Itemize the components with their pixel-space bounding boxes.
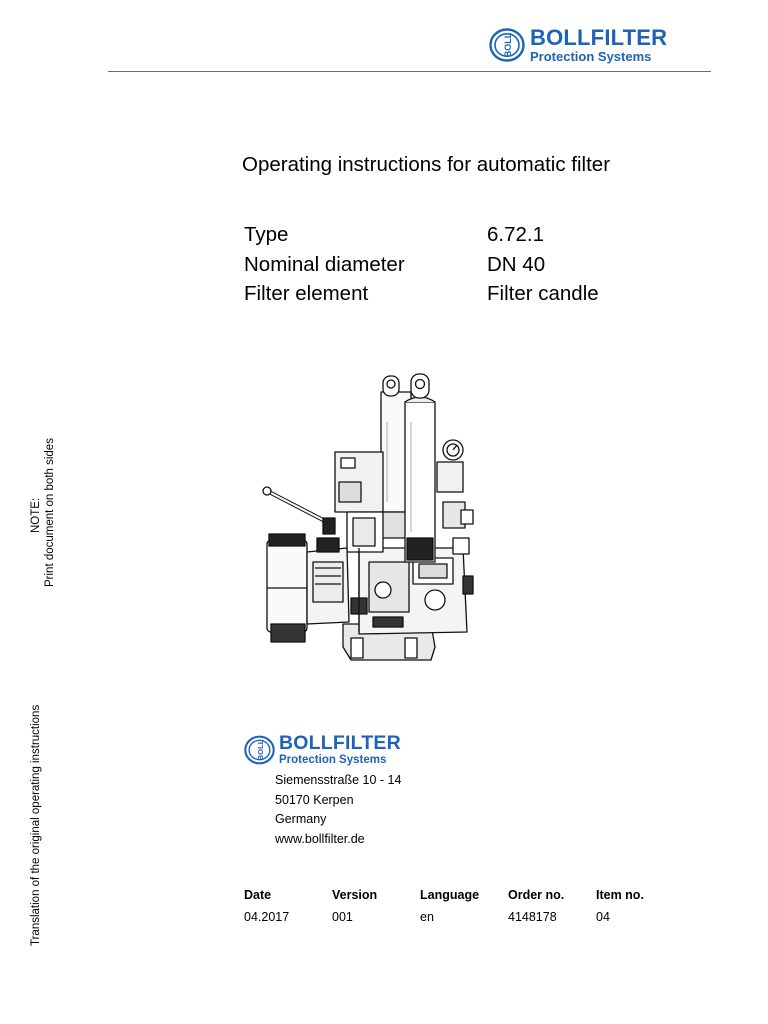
spec-value-filter-element: Filter candle: [487, 282, 599, 305]
info-value-order-no: 4148178: [508, 910, 557, 924]
boll-emblem-icon: [489, 28, 525, 62]
info-value-version: 001: [332, 910, 353, 924]
note-heading: NOTE:: [30, 497, 42, 533]
header-divider: [108, 71, 711, 72]
brand-tagline: Protection Systems: [530, 49, 652, 64]
note-text: Print document on both sides: [44, 438, 56, 587]
brand-tagline: Protection Systems: [279, 753, 387, 766]
info-value-date: 04.2017: [244, 910, 290, 924]
info-header-order-no: Order no.: [508, 888, 565, 902]
spec-value-type: 6.72.1: [487, 223, 544, 246]
address-country: Germany: [275, 812, 327, 826]
translation-note: Translation of the original operating instructions: [30, 704, 42, 946]
info-value-language: en: [420, 910, 434, 924]
spec-label-filter-element: Filter element: [244, 282, 369, 305]
footer-logo: [244, 734, 401, 766]
brand-name: BOLLFILTER: [530, 25, 668, 50]
svg-text:BOLL: BOLL: [503, 32, 513, 58]
info-header-version: Version: [332, 888, 378, 902]
automatic-filter-illustration: [255, 362, 480, 672]
svg-text:BOLL: BOLL: [255, 739, 265, 761]
address-city: 50170 Kerpen: [275, 793, 354, 807]
info-header-language: Language: [420, 888, 480, 902]
brand-name: BOLLFILTER: [279, 732, 401, 754]
spec-label-type: Type: [244, 223, 289, 246]
header-logo: [489, 27, 667, 63]
info-header-date: Date: [244, 888, 272, 902]
address-street: Siemensstraße 10 - 14: [275, 773, 402, 787]
spec-label-nominal-diameter: Nominal diameter: [244, 253, 405, 276]
website-link[interactable]: www.bollfilter.de: [275, 832, 365, 846]
info-value-item-no: 04: [596, 910, 610, 924]
info-header-item-no: Item no.: [596, 888, 644, 902]
document-title: Operating instructions for automatic filter: [242, 153, 611, 176]
spec-value-nominal-diameter: DN 40: [487, 253, 546, 276]
boll-emblem-icon: [244, 735, 275, 765]
